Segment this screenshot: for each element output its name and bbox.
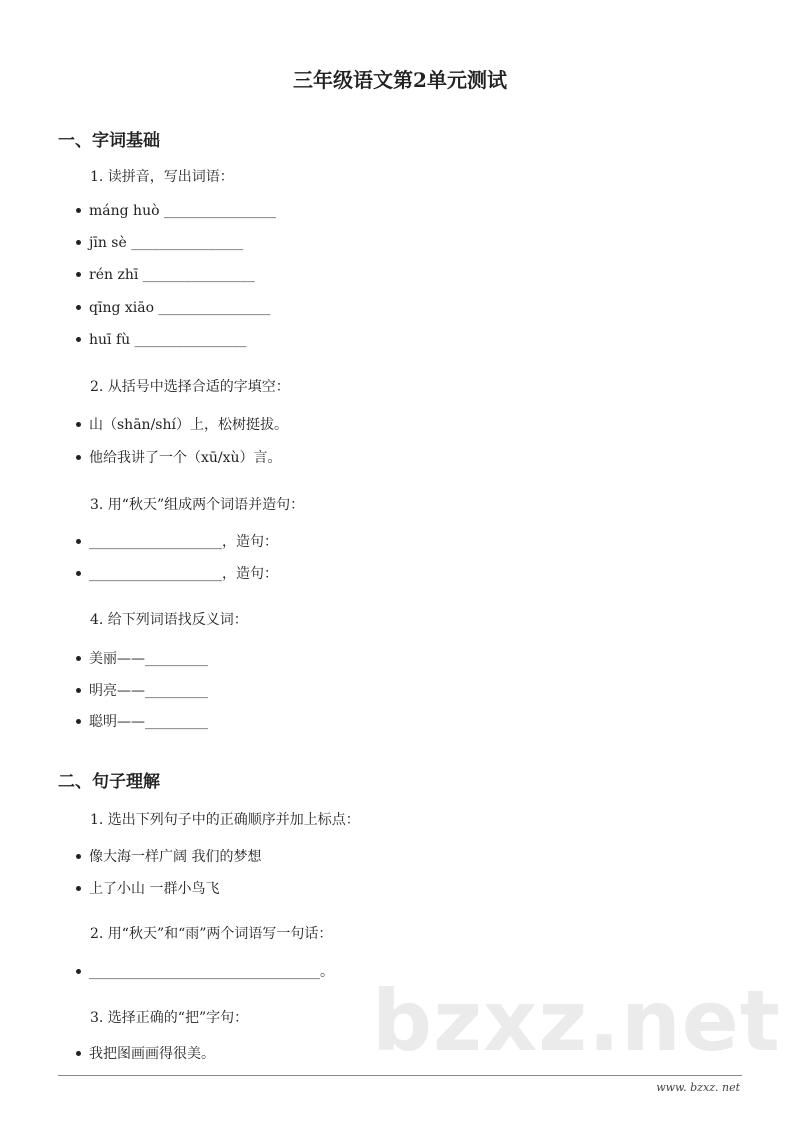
bullet-icon xyxy=(76,886,81,891)
list-item: huī fù ________________ xyxy=(76,332,247,348)
section-heading: 一、字词基础 xyxy=(58,131,160,151)
bullet-icon xyxy=(76,719,81,724)
question-prompt: 2. 用“秋天”和“雨”两个词语写一句话： xyxy=(90,926,333,942)
list-item: 他给我讲了一个（xū/xù）言。 xyxy=(76,447,282,467)
list-item: 我把图画画得很美。 xyxy=(76,1043,215,1063)
list-item: _________________________________。 xyxy=(76,961,334,981)
list-item: ___________________，造句： xyxy=(76,531,278,551)
list-item: 上了小山 一群小鸟飞 xyxy=(76,878,219,898)
question-prompt: 3. 用“秋天”组成两个词语并造句： xyxy=(90,497,305,513)
list-item: 聪明——_________ xyxy=(76,711,208,731)
page-title: 三年级语文第2单元测试 xyxy=(293,68,507,92)
list-item: ___________________，造句： xyxy=(76,563,278,583)
list-item: 明亮——_________ xyxy=(76,680,208,700)
list-item: 山（shān/shí）上，松树挺拔。 xyxy=(76,414,288,434)
footer-divider xyxy=(58,1075,742,1076)
question-prompt: 1. 读拼音，写出词语： xyxy=(90,169,234,185)
list-item: jīn sè ________________ xyxy=(76,235,243,251)
list-item: qīng xiāo ________________ xyxy=(76,300,270,316)
list-item: rén zhī ________________ xyxy=(76,267,255,283)
bullet-icon xyxy=(76,240,81,245)
watermark: bzxz.net xyxy=(372,972,781,1070)
bullet-icon xyxy=(76,422,81,427)
list-item: máng huò ________________ xyxy=(76,203,276,219)
bullet-icon xyxy=(76,1051,81,1056)
bullet-icon xyxy=(76,571,81,576)
bullet-icon xyxy=(76,305,81,310)
bullet-icon xyxy=(76,272,81,277)
bullet-icon xyxy=(76,208,81,213)
question-prompt: 2. 从括号中选择合适的字填空： xyxy=(90,379,290,395)
footer-url: www. bzxz. net xyxy=(656,1081,740,1094)
bullet-icon xyxy=(76,854,81,859)
bullet-icon xyxy=(76,539,81,544)
bullet-icon xyxy=(76,688,81,693)
question-prompt: 1. 选出下列句子中的正确顺序并加上标点： xyxy=(90,812,360,828)
section-heading: 二、句子理解 xyxy=(58,772,160,792)
bullet-icon xyxy=(76,969,81,974)
list-item: 美丽——_________ xyxy=(76,648,208,668)
question-prompt: 4. 给下列词语找反义词： xyxy=(90,612,248,628)
bullet-icon xyxy=(76,656,81,661)
bullet-icon xyxy=(76,337,81,342)
list-item: 像大海一样广阔 我们的梦想 xyxy=(76,846,261,866)
bullet-icon xyxy=(76,455,81,460)
question-prompt: 3. 选择正确的“把”字句： xyxy=(90,1010,249,1026)
